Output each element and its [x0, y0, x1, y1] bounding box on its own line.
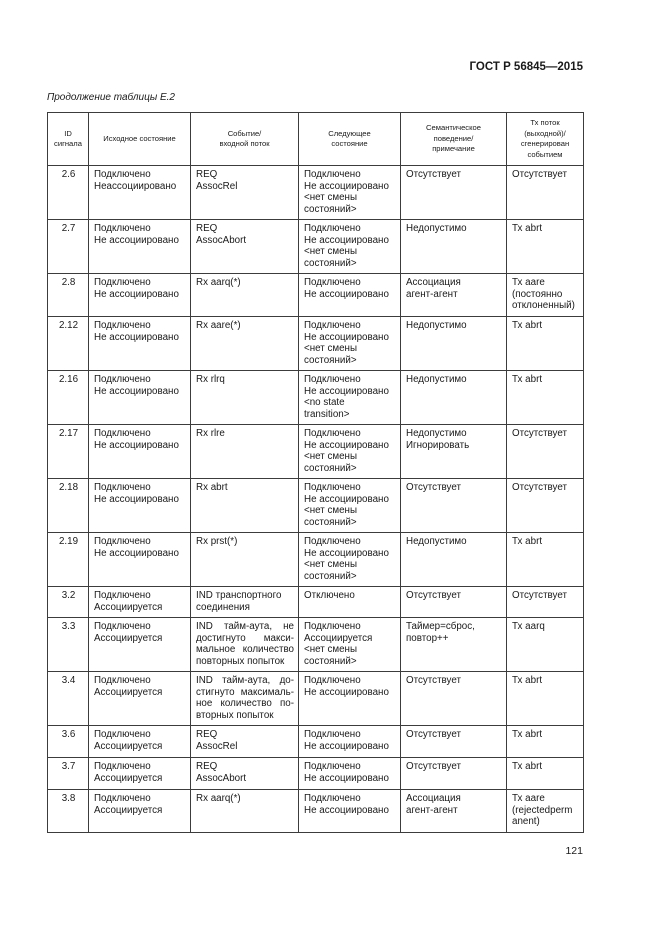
- cell-initial-state: Подключено Ассоциируется: [89, 758, 191, 790]
- cell-initial-state: Подключено Не ассоциировано: [89, 533, 191, 587]
- cell-note: Недопустимо: [401, 317, 507, 371]
- cell-signal-id: 3.3: [48, 618, 89, 672]
- cell-next-state: Подключено Не ассоциировано <no state transition>: [299, 371, 401, 425]
- cell-note: Недопустимо: [401, 533, 507, 587]
- cell-initial-state: Подключено Неассоциировано: [89, 166, 191, 220]
- cell-signal-id: 2.16: [48, 371, 89, 425]
- table-row: [48, 166, 584, 220]
- transition-table: [47, 112, 584, 833]
- cell-signal-id: 2.19: [48, 533, 89, 587]
- cell-event: Rx aare(*): [191, 317, 299, 371]
- cell-signal-id: 2.6: [48, 166, 89, 220]
- cell-next-state: Подключено Ассоциируется <нет смены состояний>: [299, 618, 401, 672]
- cell-event: REQ AssocAbort: [191, 758, 299, 790]
- cell-signal-id: 2.8: [48, 274, 89, 317]
- cell-event: Rx abrt: [191, 479, 299, 533]
- cell-tx-stream: Тх abrt: [507, 371, 584, 425]
- table-row: [48, 371, 584, 425]
- column-header-id: ID сигнала: [48, 113, 89, 166]
- cell-next-state: Подключено Не ассоциировано: [299, 672, 401, 726]
- cell-next-state: Подключено Не ассоциировано: [299, 790, 401, 833]
- cell-tx-stream: Тх abrt: [507, 317, 584, 371]
- table-row: [48, 220, 584, 274]
- cell-initial-state: Подключено Ассоциируется: [89, 790, 191, 833]
- table-row: [48, 317, 584, 371]
- cell-signal-id: 3.2: [48, 587, 89, 618]
- cell-next-state: Подключено Не ассоциировано <нет смены состояний>: [299, 533, 401, 587]
- cell-signal-id: 2.7: [48, 220, 89, 274]
- cell-tx-stream: Отсутствует: [507, 166, 584, 220]
- cell-next-state: Отключено: [299, 587, 401, 618]
- cell-note: Отсутствует: [401, 672, 507, 726]
- cell-event: Rx aarq(*): [191, 274, 299, 317]
- cell-tx-stream: Отсутствует: [507, 587, 584, 618]
- cell-next-state: Подключено Не ассоциировано <нет смены состояний>: [299, 317, 401, 371]
- cell-initial-state: Подключено Не ассоциировано: [89, 220, 191, 274]
- cell-signal-id: 2.17: [48, 425, 89, 479]
- table-caption: Продолжение таблицы Е.2: [47, 92, 175, 103]
- column-header-event: Событие/ входной поток: [191, 113, 299, 166]
- column-header-next-state: Следующее состояние: [299, 113, 401, 166]
- cell-tx-stream: Тх aarq: [507, 618, 584, 672]
- cell-next-state: Подключено Не ассоциировано: [299, 274, 401, 317]
- table-row: [48, 587, 584, 618]
- column-header-tx: Тх поток (выходной)/ сгенерирован событием: [507, 113, 584, 166]
- cell-signal-id: 3.4: [48, 672, 89, 726]
- cell-event: Rx prst(*): [191, 533, 299, 587]
- cell-note: Ассоциация агент-агент: [401, 790, 507, 833]
- cell-next-state: Подключено Не ассоциировано <нет смены состояний>: [299, 425, 401, 479]
- page-number: 121: [565, 845, 583, 857]
- document-code: ГОСТ Р 56845—2015: [469, 61, 583, 73]
- column-header-note: Семантическое поведение/ примечание: [401, 113, 507, 166]
- cell-tx-stream: Тх aare (rejectedperm anent): [507, 790, 584, 833]
- table-row: [48, 726, 584, 758]
- cell-event: REQ AssocAbort: [191, 220, 299, 274]
- cell-next-state: Подключено Не ассоциировано <нет смены состояний>: [299, 479, 401, 533]
- cell-signal-id: 2.18: [48, 479, 89, 533]
- cell-tx-stream: Тх abrt: [507, 726, 584, 758]
- cell-event: Rx aarq(*): [191, 790, 299, 833]
- cell-next-state: Подключено Не ассоциировано: [299, 758, 401, 790]
- cell-event: REQ AssocRel: [191, 166, 299, 220]
- cell-next-state: Подключено Не ассоциировано <нет смены состояний>: [299, 220, 401, 274]
- column-header-initial-state: Исходное состояние: [89, 113, 191, 166]
- cell-note: Отсутствует: [401, 587, 507, 618]
- cell-note: Недопустимо: [401, 220, 507, 274]
- table-row: [48, 425, 584, 479]
- cell-tx-stream: Отсутствует: [507, 479, 584, 533]
- cell-event: IND тайм-аута, не достигнуто макси-мальное количество повторных попыток: [191, 618, 299, 672]
- cell-note: Отсутствует: [401, 479, 507, 533]
- cell-initial-state: Подключено Не ассоциировано: [89, 425, 191, 479]
- cell-note: Недопустимо Игнорировать: [401, 425, 507, 479]
- cell-signal-id: 2.12: [48, 317, 89, 371]
- cell-initial-state: Подключено Не ассоциировано: [89, 371, 191, 425]
- cell-tx-stream: Тх aare (постоянно отклоненный): [507, 274, 584, 317]
- cell-note: Отсутствует: [401, 758, 507, 790]
- cell-initial-state: Подключено Не ассоциировано: [89, 479, 191, 533]
- table-header-row: [48, 113, 584, 166]
- table-row: [48, 790, 584, 833]
- cell-initial-state: Подключено Ассоциируется: [89, 587, 191, 618]
- cell-note: Отсутствует: [401, 166, 507, 220]
- cell-event: IND транспортного соединения: [191, 587, 299, 618]
- cell-next-state: Подключено Не ассоциировано <нет смены состояний>: [299, 166, 401, 220]
- cell-initial-state: Подключено Не ассоциировано: [89, 274, 191, 317]
- cell-note: Таймер=сброс, повтор++: [401, 618, 507, 672]
- cell-next-state: Подключено Не ассоциировано: [299, 726, 401, 758]
- cell-note: Недопустимо: [401, 371, 507, 425]
- table-row: [48, 274, 584, 317]
- cell-initial-state: Подключено Не ассоциировано: [89, 317, 191, 371]
- cell-tx-stream: Тх abrt: [507, 758, 584, 790]
- cell-initial-state: Подключено Ассоциируется: [89, 672, 191, 726]
- cell-tx-stream: Отсутствует: [507, 425, 584, 479]
- cell-event: Rx rlre: [191, 425, 299, 479]
- cell-initial-state: Подключено Ассоциируется: [89, 726, 191, 758]
- cell-signal-id: 3.6: [48, 726, 89, 758]
- table-row: [48, 533, 584, 587]
- cell-event: Rx rlrq: [191, 371, 299, 425]
- table-row: [48, 479, 584, 533]
- cell-initial-state: Подключено Ассоциируется: [89, 618, 191, 672]
- table-row: [48, 672, 584, 726]
- cell-tx-stream: Тх abrt: [507, 220, 584, 274]
- cell-signal-id: 3.8: [48, 790, 89, 833]
- cell-event: REQ AssocRel: [191, 726, 299, 758]
- table-row: [48, 618, 584, 672]
- cell-signal-id: 3.7: [48, 758, 89, 790]
- cell-event: IND тайм-аута, до-стигнуто максималь-ное количество по-вторных попыток: [191, 672, 299, 726]
- cell-note: Отсутствует: [401, 726, 507, 758]
- cell-note: Ассоциация агент-агент: [401, 274, 507, 317]
- table-row: [48, 758, 584, 790]
- cell-tx-stream: Тх abrt: [507, 672, 584, 726]
- cell-tx-stream: Тх abrt: [507, 533, 584, 587]
